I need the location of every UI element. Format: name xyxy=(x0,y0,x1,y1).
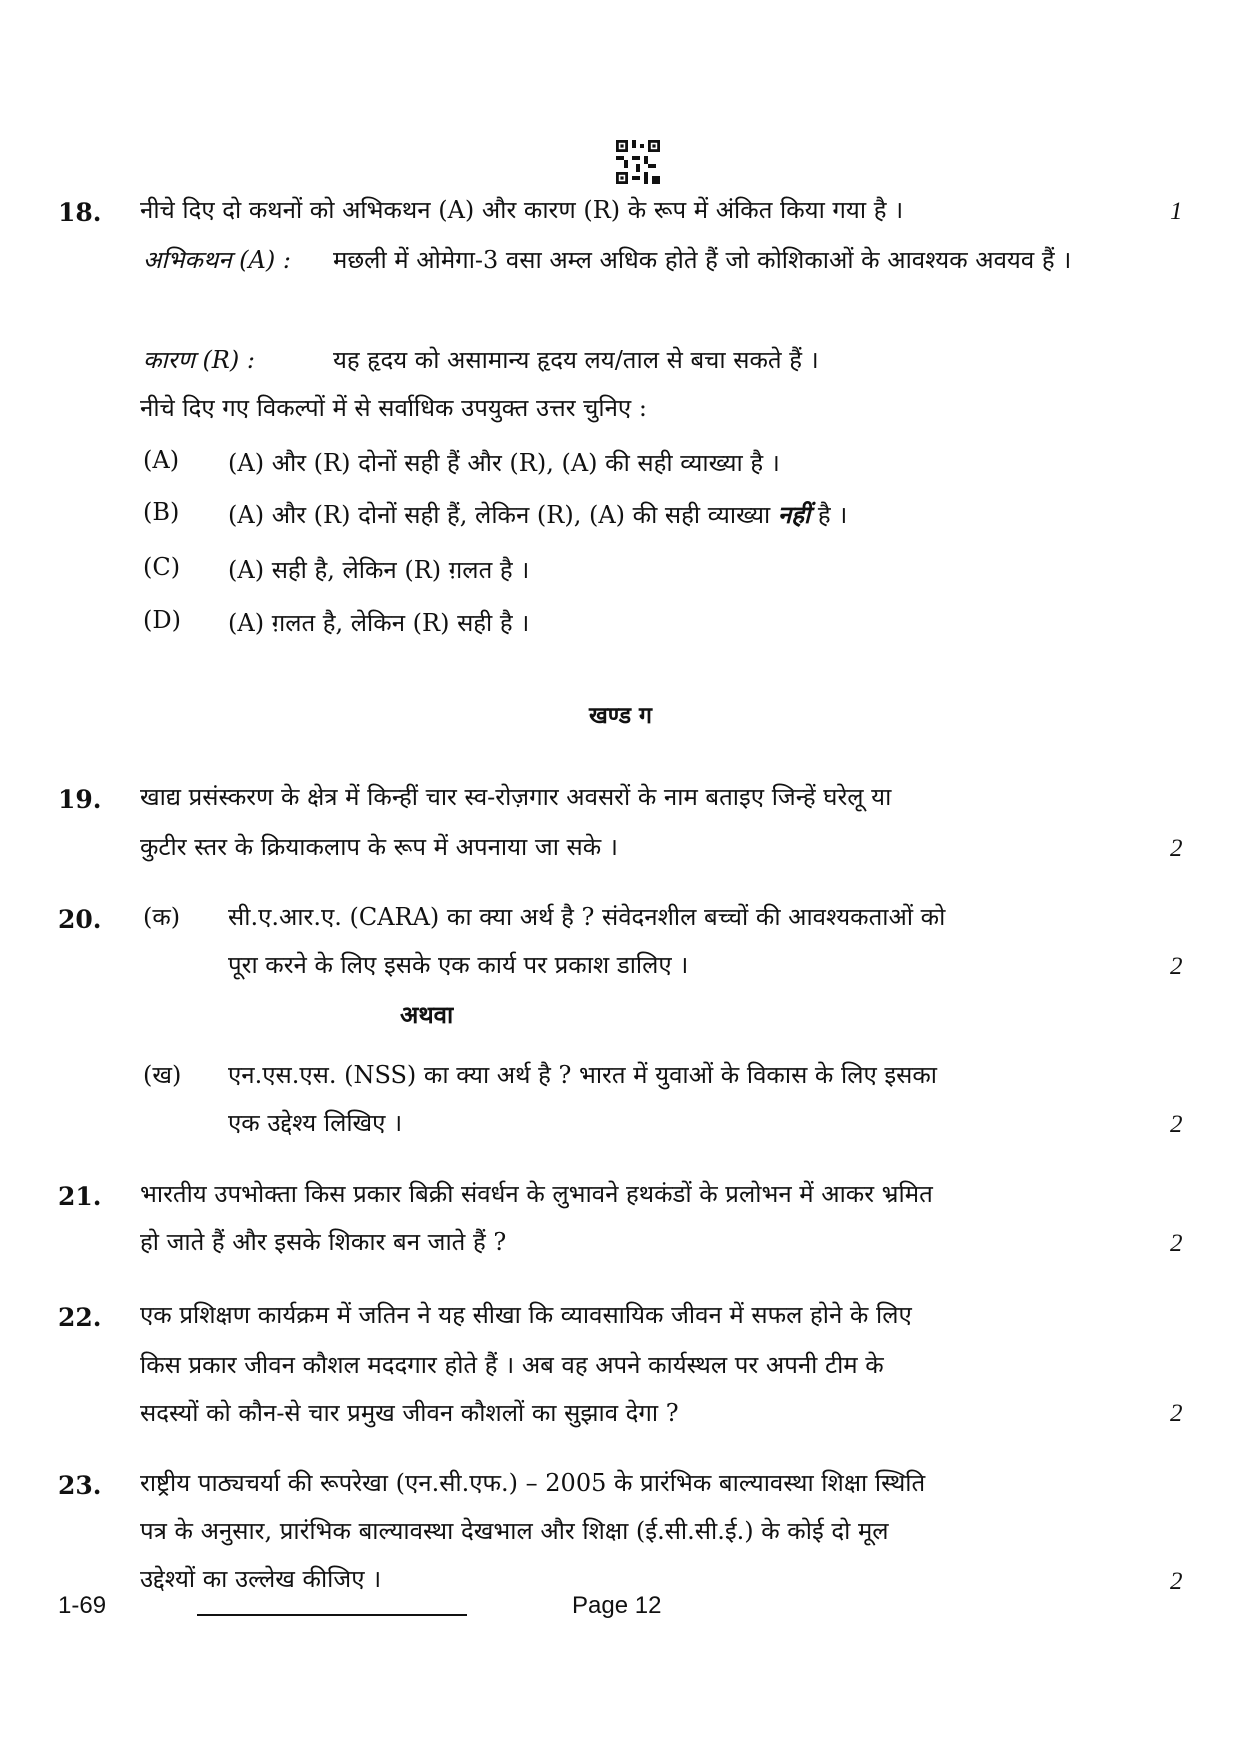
reason-label: कारण (R) : xyxy=(143,346,255,374)
marks: 2 xyxy=(1170,1111,1183,1138)
option-b-text-after: है । xyxy=(817,501,848,529)
assertion-text: मछली में ओमेगा-3 वसा अम्ल अधिक होते हैं जो कोशिकाओं के आवश्यक अवयव हैं । xyxy=(333,246,1072,274)
question-23-line2: पत्र के अनुसार, प्रारंभिक बाल्यावस्था देखभाल और शिक्षा (ई.सी.सी.ई.) के कोई दो मूल xyxy=(140,1517,889,1545)
question-21-line2: हो जाते हैं और इसके शिकार बन जाते हैं ? xyxy=(140,1228,507,1256)
option-letter: (C) xyxy=(143,553,181,581)
question-number: 20. xyxy=(58,905,102,934)
or-label: अथवा xyxy=(400,1000,454,1029)
sub-question-label: (क) xyxy=(143,903,181,931)
assertion-label: अभिकथन (A) : xyxy=(143,246,291,274)
option-letter: (B) xyxy=(143,498,180,526)
sub-question-label: (ख) xyxy=(143,1061,182,1089)
question-20a-line2: पूरा करने के लिए इसके एक कार्य पर प्रकाश डालिए । xyxy=(228,951,689,979)
question-22-line2: किस प्रकार जीवन कौशल मददगार होते हैं । अब वह अपने कार्यस्थल पर अपनी टीम के xyxy=(140,1351,884,1379)
question-18-intro: नीचे दिए दो कथनों को अभिकथन (A) और कारण (R) के रूप में अंकित किया गया है । xyxy=(140,196,904,224)
marks: 2 xyxy=(1170,953,1183,980)
marks: 1 xyxy=(1170,198,1183,225)
option-a-text: (A) और (R) दोनों सही हैं और (R), (A) की सही व्याख्या है । xyxy=(228,449,780,477)
option-d-text: (A) ग़लत है, लेकिन (R) सही है । xyxy=(228,609,530,637)
question-21-line1: भारतीय उपभोक्ता किस प्रकार बिक्री संवर्धन के लुभावने हथकंडों के प्रलोभन में आकर भ्रमित xyxy=(140,1180,933,1208)
question-20b-line2: एक उद्देश्य लिखिए । xyxy=(228,1109,403,1137)
instruction-text: नीचे दिए गए विकल्पों में से सर्वाधिक उपयुक्त उत्तर चुनिए : xyxy=(140,394,647,422)
question-number: 21. xyxy=(58,1182,102,1211)
marks: 2 xyxy=(1170,835,1183,862)
question-23-line1: राष्ट्रीय पाठ्यचर्या की रूपरेखा (एन.सी.एफ.) – 2005 के प्रारंभिक बाल्यावस्था शिक्षा स्थिति xyxy=(140,1469,926,1497)
question-19-line2: कुटीर स्तर के क्रियाकलाप के रूप में अपनाया जा सके । xyxy=(140,833,618,861)
question-number: 19. xyxy=(58,785,102,814)
question-number: 22. xyxy=(58,1303,102,1332)
paper-code: 1-69 xyxy=(58,1592,107,1619)
option-b-text xyxy=(228,498,847,531)
marks: 2 xyxy=(1170,1568,1183,1595)
reason-text: यह हृदय को असामान्य हृदय लय/ताल से बचा सकते हैं । xyxy=(333,346,819,374)
page-number: Page 12 xyxy=(572,1592,662,1619)
question-20b-line1: एन.एस.एस. (NSS) का क्या अर्थ है ? भारत में युवाओं के विकास के लिए इसका xyxy=(228,1061,938,1089)
marks: 2 xyxy=(1170,1400,1183,1427)
qr-code-icon xyxy=(616,140,660,184)
option-letter: (D) xyxy=(143,606,181,634)
option-b-text-before: (A) और (R) दोनों सही हैं, लेकिन (R), (A) की सही व्याख्या xyxy=(228,501,771,529)
marks: 2 xyxy=(1170,1230,1183,1257)
option-c-text: (A) सही है, लेकिन (R) ग़लत है । xyxy=(228,556,530,584)
option-b-emphasis: नहीं xyxy=(777,500,811,529)
question-20a-line1: सी.ए.आर.ए. (CARA) का क्या अर्थ है ? संवेदनशील बच्चों की आवश्यकताओं को xyxy=(228,903,946,931)
question-number: 23. xyxy=(58,1471,102,1500)
footer-divider xyxy=(197,1614,467,1616)
question-19-line1: खाद्य प्रसंस्करण के क्षेत्र में किन्हीं चार स्व-रोज़गार अवसरों के नाम बताइए जिन्हें घरेलू या xyxy=(140,783,892,811)
section-title: खण्ड ग xyxy=(588,702,652,729)
question-22-line3: सदस्यों को कौन-से चार प्रमुख जीवन कौशलों का सुझाव देगा ? xyxy=(140,1399,679,1427)
question-number: 18. xyxy=(58,198,102,227)
question-22-line1: एक प्रशिक्षण कार्यक्रम में जतिन ने यह सीखा कि व्यावसायिक जीवन में सफल होने के लिए xyxy=(140,1301,912,1329)
option-letter: (A) xyxy=(143,446,180,474)
question-23-line3: उद्देश्यों का उल्लेख कीजिए । xyxy=(140,1565,382,1593)
